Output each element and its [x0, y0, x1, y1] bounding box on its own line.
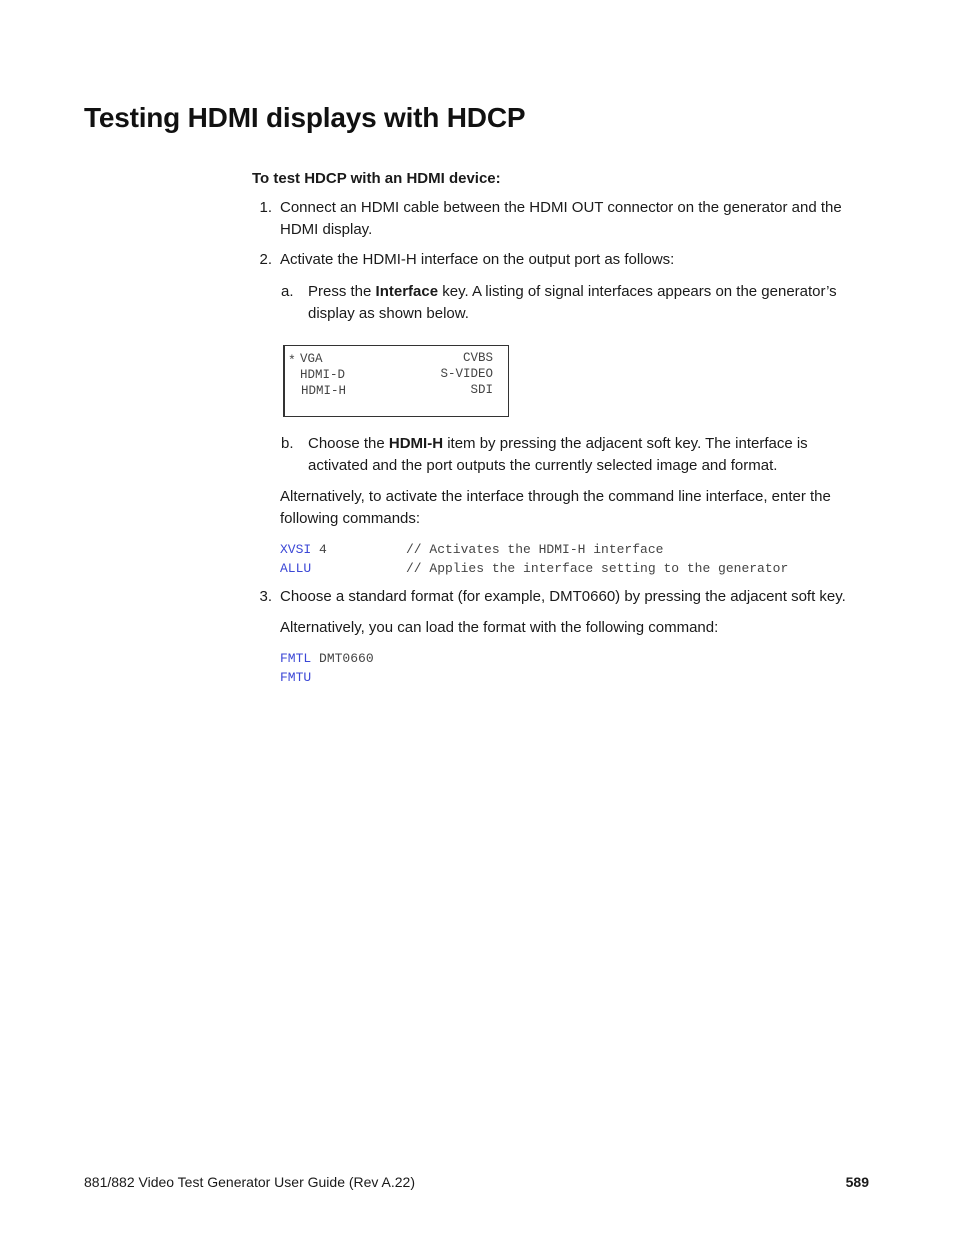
substep-b-pre: Choose the: [308, 435, 389, 452]
substep-a-letter: a.: [281, 283, 294, 300]
step-2-text: Activate the HDMI-H interface on the output port as follows:: [280, 251, 675, 268]
lcd-left-item: HDMI-H: [301, 384, 347, 398]
substep-b-line-1: [308, 433, 808, 455]
substep-a-post: key. A listing of signal interfaces appears on the generator’s: [438, 283, 837, 300]
substep-a-line-2: display as shown below.: [308, 305, 469, 322]
cli-alternative-paragraph: [280, 486, 831, 530]
lcd-right-item: SDI: [470, 383, 493, 397]
cli-alternative-line-1: Alternatively, to activate the interface through the command line interface, enter the: [280, 488, 831, 505]
substep-b-post: item by pressing the adjacent soft key. The interface is: [443, 435, 808, 452]
step-3-alternative: Alternatively, you can load the format with the following command:: [280, 619, 719, 636]
selection-marker-icon: *: [288, 353, 296, 368]
step-2-number: 2.: [259, 251, 272, 268]
step-1-text: [280, 197, 842, 241]
substep-b-text: [308, 433, 808, 477]
lcd-right-item: S-VIDEO: [440, 367, 493, 381]
step-1-line-2: HDMI display.: [280, 221, 373, 238]
command-comment: // Activates the HDMI-H interface: [406, 542, 664, 557]
lcd-left-item: HDMI-D: [300, 368, 346, 382]
command-argument: DMT0660: [311, 651, 374, 666]
command-name: XVSI: [280, 542, 312, 557]
lcd-left-item: VGA: [300, 352, 323, 366]
footer-guide-title: 881/882 Video Test Generator User Guide (Rev A.22): [84, 1174, 416, 1190]
cli-alternative-line-2: following commands:: [280, 510, 421, 527]
command-line: [280, 651, 374, 666]
command-name: FMTU: [280, 670, 312, 685]
substep-b-letter: b.: [281, 435, 294, 452]
command-argument: 4: [311, 542, 327, 557]
lcd-right-item: CVBS: [462, 351, 493, 365]
command-name: ALLU: [280, 561, 312, 576]
command-line: [280, 542, 327, 557]
step-1-line-1: Connect an HDMI cable between the HDMI OUT connector on the generator and the: [280, 199, 842, 216]
substep-a-text: [308, 281, 837, 325]
step-3-number: 3.: [259, 588, 272, 605]
substep-a-line-1: [308, 281, 837, 303]
command-name: FMTL: [280, 651, 312, 666]
step-1-number: 1.: [259, 199, 272, 216]
command-line: [280, 670, 311, 685]
step-3-text: Choose a standard format (for example, DMT0660) by pressing the adjacent soft key.: [280, 588, 846, 605]
hdmi-h-item-label: HDMI-H: [388, 435, 444, 452]
command-comment: // Applies the interface setting to the generator: [406, 561, 789, 576]
interface-key-label: Interface: [375, 283, 439, 300]
substep-b-line-2: activated and the port outputs the currently selected image and format.: [308, 457, 778, 474]
page-title: Testing HDMI displays with HDCP: [84, 102, 526, 133]
page-number: 589: [845, 1174, 869, 1190]
generator-display: [283, 345, 509, 417]
substep-a-pre: Press the: [308, 283, 376, 300]
procedure-heading: To test HDCP with an HDMI device:: [252, 170, 501, 187]
command-line: [280, 561, 311, 576]
